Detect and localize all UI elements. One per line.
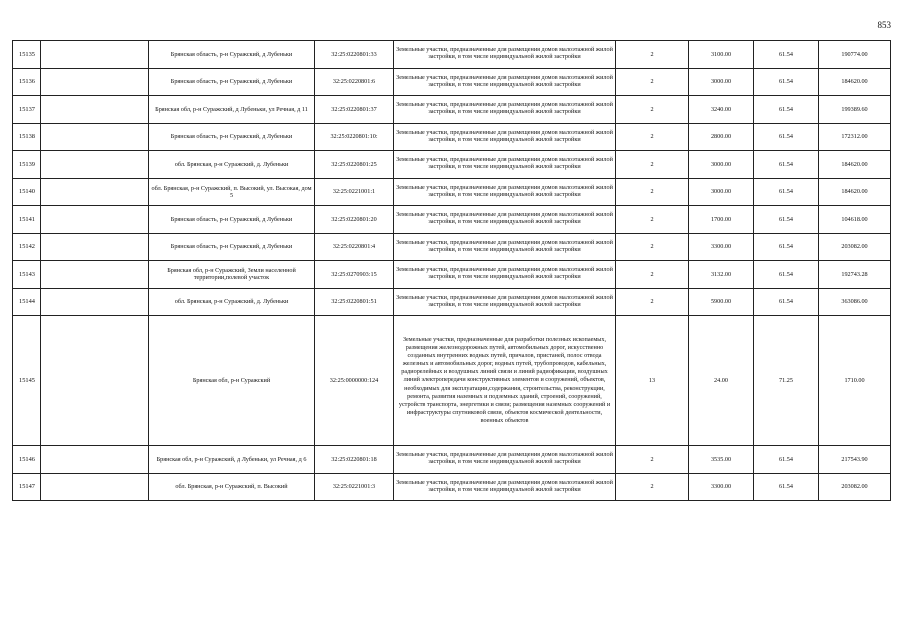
land-registry-table — [12, 40, 891, 501]
category-cell: 2 — [616, 96, 689, 124]
blank-cell — [41, 178, 149, 206]
cadastral-value-cell: 199389.60 — [819, 96, 891, 124]
area-cell: 3100.00 — [689, 41, 754, 69]
area-cell: 3240.00 — [689, 96, 754, 124]
cadastral-value-cell: 203082.00 — [819, 233, 891, 261]
blank-cell — [41, 96, 149, 124]
blank-cell — [41, 288, 149, 316]
address-cell: Брянская обл, р-н Суражский, д Лубеньки, ул Речная, д 6 — [149, 446, 315, 474]
address-cell: Брянская область, р-н Суражский, д Лубеньки — [149, 123, 315, 151]
cadastral-number-cell: 32:25:0220801:25 — [315, 151, 394, 179]
blank-cell — [41, 233, 149, 261]
cadastral-number-cell: 32:25:0220801:33 — [315, 41, 394, 69]
record-id-cell: 15142 — [13, 233, 41, 261]
category-cell: 2 — [616, 446, 689, 474]
rate-cell: 71.25 — [754, 316, 819, 446]
address-cell: обл. Брянская, р-н Суражский, п. Высокий — [149, 473, 315, 501]
rate-cell: 61.54 — [754, 178, 819, 206]
blank-cell — [41, 68, 149, 96]
table-row — [13, 233, 891, 261]
blank-cell — [41, 41, 149, 69]
land-use-cell: Земельные участки, предназначенные для размещения домов малоэтажной жилой застройки, в том числе индивидуальной жилой застройки — [394, 261, 616, 289]
table-row — [13, 288, 891, 316]
table-row — [13, 446, 891, 474]
rate-cell: 61.54 — [754, 206, 819, 234]
blank-cell — [41, 473, 149, 501]
land-use-cell: Земельные участки, предназначенные для размещения домов малоэтажной жилой застройки, в том числе индивидуальной жилой застройки — [394, 96, 616, 124]
record-id-cell: 15147 — [13, 473, 41, 501]
rate-cell: 61.54 — [754, 261, 819, 289]
area-cell: 1700.00 — [689, 206, 754, 234]
rate-cell: 61.54 — [754, 68, 819, 96]
area-cell: 24.00 — [689, 316, 754, 446]
address-cell: Брянская обл, р-н Суражский — [149, 316, 315, 446]
area-cell: 3300.00 — [689, 473, 754, 501]
rate-cell: 61.54 — [754, 151, 819, 179]
blank-cell — [41, 206, 149, 234]
table-row — [13, 316, 891, 446]
record-id-cell: 15138 — [13, 123, 41, 151]
cadastral-number-cell: 32:25:0220801:4 — [315, 233, 394, 261]
blank-cell — [41, 316, 149, 446]
land-use-cell: Земельные участки, предназначенные для размещения домов малоэтажной жилой застройки, в том числе индивидуальной жилой застройки — [394, 41, 616, 69]
land-use-cell: Земельные участки, предназначенные для размещения домов малоэтажной жилой застройки, в том числе индивидуальной жилой застройки — [394, 178, 616, 206]
rate-cell: 61.54 — [754, 473, 819, 501]
land-use-cell: Земельные участки, предназначенные для размещения домов малоэтажной жилой застройки, в том числе индивидуальной жилой застройки — [394, 288, 616, 316]
area-cell: 3000.00 — [689, 68, 754, 96]
rate-cell: 61.54 — [754, 41, 819, 69]
cadastral-number-cell: 32:25:0220801:51 — [315, 288, 394, 316]
table-row — [13, 41, 891, 69]
cadastral-number-cell: 32:25:0221001:3 — [315, 473, 394, 501]
area-cell: 2800.00 — [689, 123, 754, 151]
category-cell: 2 — [616, 123, 689, 151]
land-use-cell: Земельные участки, предназначенные для разработки полезных ископаемых, размещения железнодорожных путей, автомобильных дорог, искусственно созданных внутренних водных путей, причалов, пристаней, полос отвода железных и автомобильных дорог, водных путей, трубопроводов, кабельных, радиорелейных и воздушных линий связи и линий радиофикации, воздушных линий электропередачи конструктивных элементов и сооружений, объектов, необходимых для эксплуатации,содержания, строительства, реконструкции, ремонта, развития наземных и подземных зданий, строений, сооружений, устройств транспорта, энергетики и связи; размещения наземных сооружений и инфраструктуры спутниковой связи, объектов космической деятельности, военных объектов — [394, 316, 616, 446]
cadastral-value-cell: 203082.00 — [819, 473, 891, 501]
table-row — [13, 473, 891, 501]
record-id-cell: 15146 — [13, 446, 41, 474]
record-id-cell: 15143 — [13, 261, 41, 289]
cadastral-number-cell: 32:25:0000000:124 — [315, 316, 394, 446]
blank-cell — [41, 123, 149, 151]
category-cell: 2 — [616, 261, 689, 289]
blank-cell — [41, 261, 149, 289]
land-use-cell: Земельные участки, предназначенные для размещения домов малоэтажной жилой застройки, в том числе индивидуальной жилой застройки — [394, 151, 616, 179]
record-id-cell: 15140 — [13, 178, 41, 206]
category-cell: 2 — [616, 41, 689, 69]
blank-cell — [41, 151, 149, 179]
table-body — [13, 41, 891, 501]
cadastral-number-cell: 32:25:0270903:15 — [315, 261, 394, 289]
rate-cell: 61.54 — [754, 288, 819, 316]
area-cell: 3132.00 — [689, 261, 754, 289]
land-use-cell: Земельные участки, предназначенные для размещения домов малоэтажной жилой застройки, в том числе индивидуальной жилой застройки — [394, 123, 616, 151]
area-cell: 3300.00 — [689, 233, 754, 261]
record-id-cell: 15141 — [13, 206, 41, 234]
table-row — [13, 96, 891, 124]
land-use-cell: Земельные участки, предназначенные для размещения домов малоэтажной жилой застройки, в том числе индивидуальной жилой застройки — [394, 68, 616, 96]
cadastral-value-cell: 104618.00 — [819, 206, 891, 234]
category-cell: 2 — [616, 178, 689, 206]
address-cell: Брянская область, р-н Суражский, д Лубеньки — [149, 233, 315, 261]
rate-cell: 61.54 — [754, 446, 819, 474]
cadastral-value-cell: 172312.00 — [819, 123, 891, 151]
category-cell: 2 — [616, 206, 689, 234]
category-cell: 2 — [616, 233, 689, 261]
table-row — [13, 123, 891, 151]
land-use-cell: Земельные участки, предназначенные для размещения домов малоэтажной жилой застройки, в том числе индивидуальной жилой застройки — [394, 206, 616, 234]
address-cell: обл. Брянская, р-н Суражский, д. Лубеньки — [149, 151, 315, 179]
cadastral-value-cell: 184620.00 — [819, 151, 891, 179]
table-row — [13, 151, 891, 179]
cadastral-number-cell: 32:25:0221001:1 — [315, 178, 394, 206]
category-cell: 2 — [616, 151, 689, 179]
table-row — [13, 261, 891, 289]
area-cell: 3000.00 — [689, 151, 754, 179]
category-cell: 2 — [616, 288, 689, 316]
record-id-cell: 15135 — [13, 41, 41, 69]
record-id-cell: 15137 — [13, 96, 41, 124]
cadastral-value-cell: 363086.00 — [819, 288, 891, 316]
cadastral-number-cell: 32:25:0220801:37 — [315, 96, 394, 124]
cadastral-value-cell: 192743.28 — [819, 261, 891, 289]
record-id-cell: 15145 — [13, 316, 41, 446]
table-row — [13, 68, 891, 96]
cadastral-value-cell: 217543.90 — [819, 446, 891, 474]
record-id-cell: 15144 — [13, 288, 41, 316]
cadastral-value-cell: 184620.00 — [819, 68, 891, 96]
area-cell: 5900.00 — [689, 288, 754, 316]
table-row — [13, 178, 891, 206]
category-cell: 2 — [616, 473, 689, 501]
cadastral-value-cell: 190774.00 — [819, 41, 891, 69]
address-cell: Брянская обл, р-н Суражский, Земли населенной территории,полевой участок — [149, 261, 315, 289]
area-cell: 3000.00 — [689, 178, 754, 206]
cadastral-value-cell: 1710.00 — [819, 316, 891, 446]
cadastral-number-cell: 32:25:0220801:6 — [315, 68, 394, 96]
page-number: 853 — [877, 20, 891, 30]
land-use-cell: Земельные участки, предназначенные для размещения домов малоэтажной жилой застройки, в том числе индивидуальной жилой застройки — [394, 233, 616, 261]
address-cell: Брянская область, р-н Суражский, д Лубеньки — [149, 41, 315, 69]
rate-cell: 61.54 — [754, 123, 819, 151]
cadastral-number-cell: 32:25:0220801:10: — [315, 123, 394, 151]
address-cell: Брянская область, р-н Суражский, д Лубеньки — [149, 68, 315, 96]
record-id-cell: 15139 — [13, 151, 41, 179]
address-cell: Брянская обл, р-н Суражский, д Лубеньки, ул Речная, д 11 — [149, 96, 315, 124]
category-cell: 2 — [616, 68, 689, 96]
table-row — [13, 206, 891, 234]
cadastral-number-cell: 32:25:0220801:20 — [315, 206, 394, 234]
area-cell: 3535.00 — [689, 446, 754, 474]
land-use-cell: Земельные участки, предназначенные для размещения домов малоэтажной жилой застройки, в том числе индивидуальной жилой застройки — [394, 473, 616, 501]
category-cell: 13 — [616, 316, 689, 446]
land-use-cell: Земельные участки, предназначенные для размещения домов малоэтажной жилой застройки, в том числе индивидуальной жилой застройки — [394, 446, 616, 474]
record-id-cell: 15136 — [13, 68, 41, 96]
address-cell: обл. Брянская, р-н Суражский, д. Лубеньки — [149, 288, 315, 316]
address-cell: обл. Брянская, р-н Суражский, п. Высокий, ул. Высокая, дом 5 — [149, 178, 315, 206]
rate-cell: 61.54 — [754, 233, 819, 261]
blank-cell — [41, 446, 149, 474]
address-cell: Брянская область, р-н Суражский, д Лубеньки — [149, 206, 315, 234]
rate-cell: 61.54 — [754, 96, 819, 124]
cadastral-number-cell: 32:25:0220801:18 — [315, 446, 394, 474]
cadastral-value-cell: 184620.00 — [819, 178, 891, 206]
